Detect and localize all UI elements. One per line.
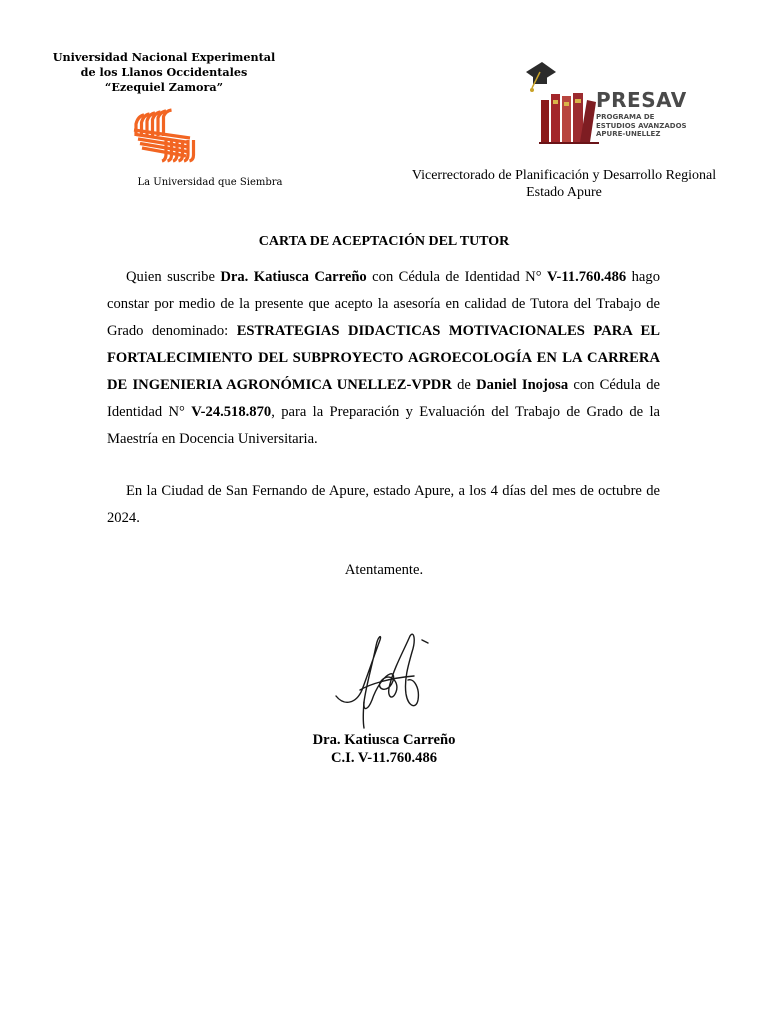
text-segment: , para la Preparación y Evaluación del Trabajo de Grado de la Maestría en Docencia Universitaria. <box>107 404 660 447</box>
letter-paragraph-2: En la Ciudad de San Fernando de Apure, estado Apure, a los 4 días del mes de octubre de 2024. <box>107 483 660 526</box>
university-name-line: Universidad Nacional Experimental <box>52 50 276 64</box>
presav-subtitle-line: ESTUDIOS AVANZADOS <box>596 121 687 130</box>
closing: Atentamente. <box>344 562 424 578</box>
tutor-name: Dra. Katiusca Carreño <box>220 269 367 285</box>
signer-block <box>0 731 768 767</box>
university-name-line: “Ezequiel Zamora” <box>104 80 224 94</box>
signer-id: C.I. V-11.760.486 <box>330 750 438 766</box>
text-segment: con Cédula de Identidad N° <box>107 377 660 420</box>
student-name: Daniel Inojosa <box>476 377 569 393</box>
signer-name: Dra. Katiusca Carreño <box>312 732 456 748</box>
presav-subtitle-line: PROGRAMA DE <box>596 113 655 121</box>
text-segment: de <box>451 377 477 393</box>
text-segment: con Cédula de Identidad N° <box>366 269 547 285</box>
presav-subtitle-line: APURE-UNELLEZ <box>596 130 661 138</box>
university-name <box>48 50 280 95</box>
letter-title: CARTA DE ACEPTACIÓN DEL TUTOR <box>258 234 510 249</box>
thesis-title: ESTRATEGIAS DIDACTICAS MOTIVACIONALES PARA EL FORTALECIMIENTO DEL SUBPROYECTO AGROECOLOGÍA EN LA CARRERA DE INGENIERIA AGRONÓMICA UNELLEZ-VPDR <box>107 323 660 393</box>
letter-paragraph-1 <box>107 264 660 453</box>
text-segment: Quien suscribe <box>126 269 221 285</box>
university-logo-icon <box>130 106 206 164</box>
vicerrectorado-line: Vicerrectorado de Planificación y Desarrollo Regional <box>411 168 717 183</box>
presav-subtitle <box>596 113 687 139</box>
university-motto: La Universidad que Siembra <box>137 177 283 188</box>
handwritten-signature <box>330 626 440 730</box>
student-id: V-24.518.870 <box>191 404 272 420</box>
text-segment: hago constar por medio de la presente que acepto la asesoría en calidad de Tutora del Trabajo de Grado denominado: <box>107 269 660 339</box>
vicerrectorado-block <box>400 167 728 201</box>
university-name-line: de los Llanos Occidentales <box>80 65 248 79</box>
tutor-id: V-11.760.486 <box>547 269 627 285</box>
presav-name: PRESAV <box>596 88 687 112</box>
vicerrectorado-line: Estado Apure <box>526 185 602 200</box>
